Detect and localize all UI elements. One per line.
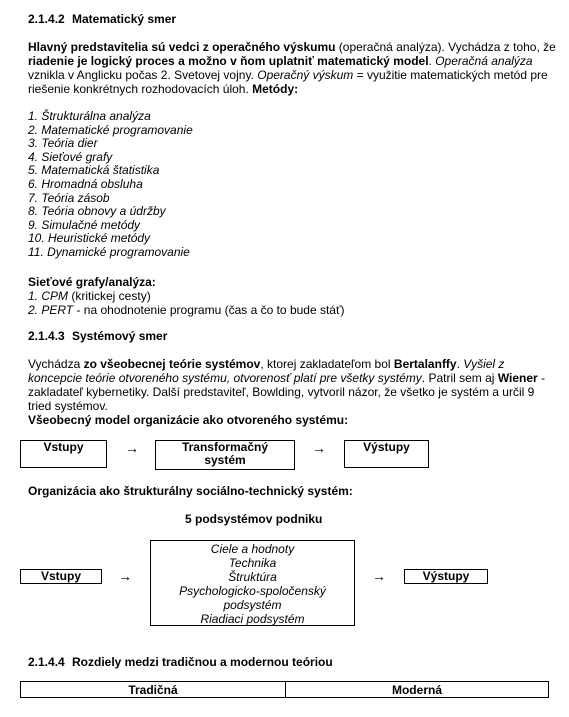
- systems-text-1: Vychádza: [28, 357, 84, 371]
- systems-paragraph: [28, 357, 558, 413]
- network-graphs-title: Sieťové grafy/analýza:: [28, 275, 156, 289]
- subsystems-title: 5 podsystémov podniku: [185, 512, 323, 526]
- mathematical-intro-paragraph: [28, 40, 558, 96]
- arrow-right-icon: →: [125, 440, 139, 456]
- table-header-modern: Moderná: [286, 682, 549, 698]
- list-item: 3. Teória dier: [28, 136, 98, 151]
- systems-bold-1: zo všeobecnej teórie systémov: [83, 357, 261, 371]
- input-label: Vstupy: [40, 569, 81, 583]
- cpm-description: (kritickej cesty): [68, 289, 151, 303]
- intro-text-4: = využitie matematických metód pre riešenie konkrétnych rozhodovacích úloh.: [28, 68, 548, 96]
- methods-list: [28, 110, 193, 260]
- section-title: Systémový smer: [72, 329, 168, 343]
- structural-input-box: [20, 569, 102, 584]
- section-title: Rozdiely medzi tradičnou a modernou teóriou: [72, 655, 333, 669]
- list-item: 4. Sieťové grafy: [28, 149, 113, 164]
- intro-bold-3: Metódy:: [252, 82, 299, 96]
- section-heading-mathematical: [28, 12, 176, 26]
- transform-label-line1: Transformačný: [181, 440, 269, 454]
- output-label: Výstupy: [422, 569, 470, 583]
- intro-text-1: (operačná analýza). Vychádza z toho, že: [335, 40, 556, 54]
- structural-system-title: Organizácia ako štrukturálny sociálno-technický systém:: [28, 484, 353, 498]
- open-model-input-box: [20, 440, 107, 468]
- structural-output-box: [404, 569, 488, 584]
- network-item-pert: [28, 303, 344, 317]
- systems-bold-3: Wiener: [497, 371, 538, 385]
- list-item: Ciele a hodnoty: [210, 542, 295, 556]
- systems-text-5: - zakladateľ kybernetiky. Další predstaviteľ, Bowlding, vytvoril názor, že všetko je systém a určil 9 tried systémov.: [28, 371, 546, 413]
- list-item: 9. Simulačné metódy: [28, 217, 141, 232]
- list-item: Psychologicko-spoločenský: [179, 584, 326, 598]
- systems-text-3: .: [456, 357, 464, 371]
- network-item-cpm: [28, 289, 344, 303]
- list-item: 6. Hromadná obsluha: [28, 176, 143, 191]
- arrow-right-icon: →: [118, 568, 132, 584]
- comparison-table: [20, 681, 549, 698]
- intro-italic-1: Operačná analýza: [435, 54, 533, 68]
- table-header-traditional: Tradičná: [21, 682, 286, 698]
- list-item: Štruktúra: [228, 570, 277, 584]
- intro-bold-2: riadenie je logický proces a možno v ňom uplatniť matematický model: [28, 54, 429, 68]
- open-system-model-title: Všeobecný model organizácie ako otvoreného systému:: [28, 413, 349, 427]
- output-label: Výstupy: [363, 440, 410, 454]
- network-graphs-block: [28, 275, 344, 317]
- subsystems-box: [150, 540, 355, 626]
- list-item: Technika: [228, 556, 277, 570]
- intro-bold-1: Hlavný predstavitelia sú vedci z operačného výskumu: [28, 40, 336, 54]
- list-item: 11. Dynamické programovanie: [28, 244, 190, 259]
- intro-text-2: .: [428, 54, 436, 68]
- list-item: 10. Heuristické metódy: [28, 231, 151, 246]
- intro-italic-2: Operačný výskum: [257, 68, 354, 82]
- list-item: 5. Matematická štatistika: [28, 163, 160, 178]
- pert-label: 2. PERT: [28, 303, 74, 317]
- list-item: 8. Teória obnovy a údržby: [28, 204, 166, 219]
- systems-italic-1: Vyšiel z koncepcie teórie otvoreného systému, otvorenosť platí pre všetky systémy: [28, 357, 505, 385]
- arrow-right-icon: →: [372, 568, 386, 584]
- arrow-right-icon: →: [312, 440, 326, 456]
- systems-text-2: , ktorej zakladateľom bol: [260, 357, 394, 371]
- input-label: Vstupy: [43, 440, 84, 454]
- list-item: Riadiaci podsystém: [200, 612, 305, 626]
- cpm-label: 1. CPM: [28, 289, 69, 303]
- transform-label-line2: systém: [204, 453, 246, 467]
- section-heading-systems: [28, 329, 167, 343]
- systems-bold-2: Bertalanffy: [393, 357, 457, 371]
- open-model-transform-box: [155, 440, 295, 470]
- section-heading-differences: [28, 655, 333, 669]
- section-number: 2.1.4.2: [28, 12, 65, 26]
- table-row: [21, 682, 549, 698]
- systems-text-4: . Patril sem aj: [421, 371, 498, 385]
- list-item: 1. Štrukturálna analýza: [28, 109, 151, 123]
- intro-text-3: vznikla v Anglicku počas 2. Svetovej vojny.: [28, 68, 258, 82]
- open-model-output-box: [344, 440, 429, 468]
- pert-description: - na ohodnotenie programu (čas a čo to bude stáť): [73, 303, 345, 317]
- list-item: 2. Matematické programovanie: [28, 122, 193, 137]
- section-number: 2.1.4.3: [28, 329, 65, 343]
- section-title: Matematický smer: [72, 12, 177, 26]
- comparison-table-wrapper: [20, 681, 549, 698]
- section-number: 2.1.4.4: [28, 655, 65, 669]
- list-item: 7. Teória zásob: [28, 190, 110, 205]
- list-item: podsystém: [223, 598, 282, 612]
